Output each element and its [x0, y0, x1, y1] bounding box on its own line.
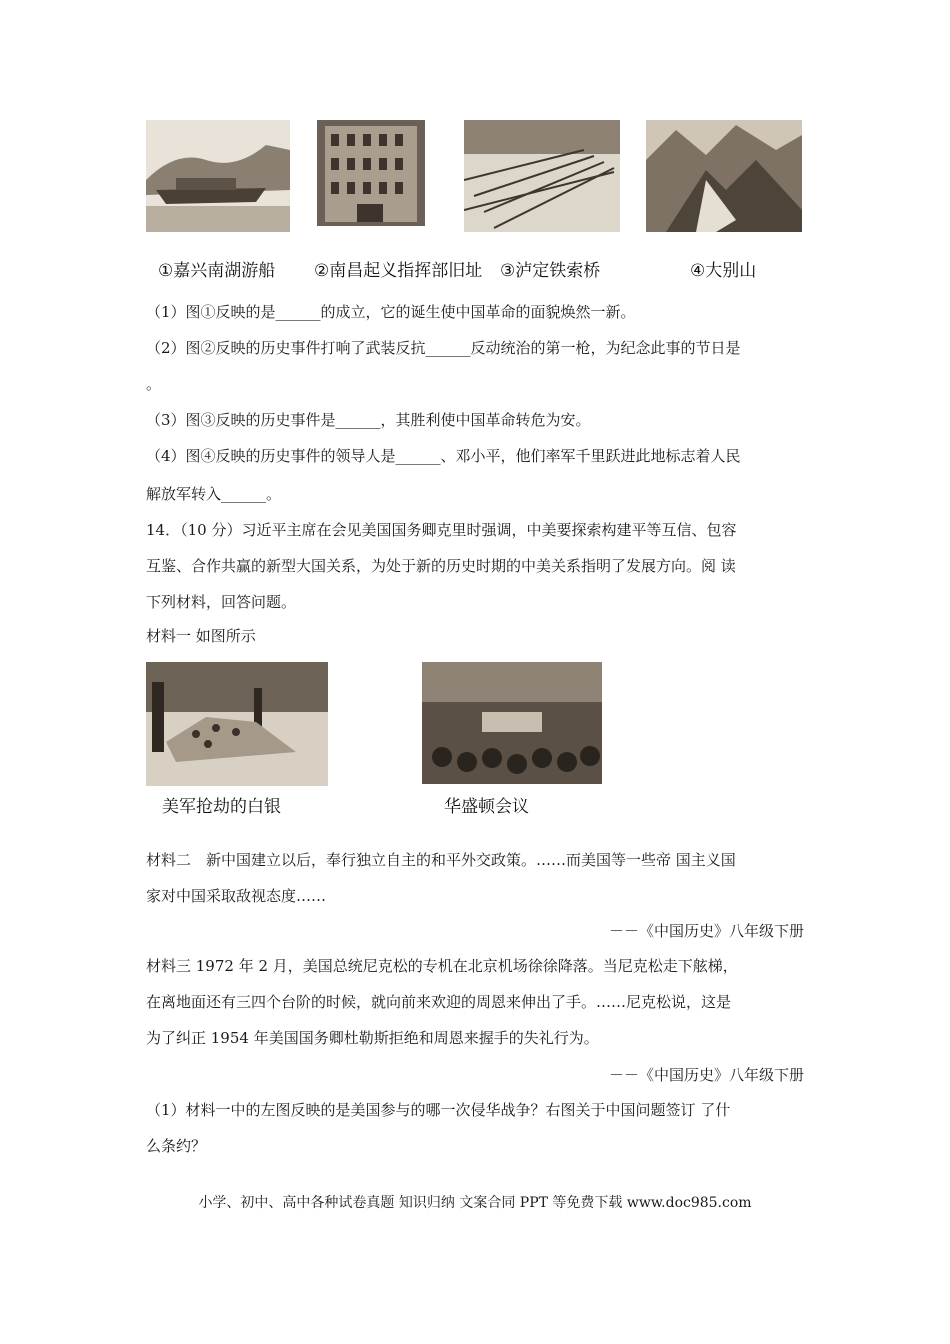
page-footer: 小学、初中、高中各种试卷真题 知识归纳 文案合同 PPT 等免费下载 www.doc985.com — [198, 1195, 752, 1211]
photo-nanchang-hq — [317, 120, 425, 226]
q14-line-3: 下列材料，回答问题。 — [146, 593, 297, 611]
source-1: －－《中国历史》八年级下册 — [608, 922, 804, 940]
caption-nanchang: ②南昌起义指挥部旧址 — [314, 261, 483, 281]
caption-luding: ③泸定铁索桥 — [500, 261, 601, 281]
material-3-line-3: 为了纠正 1954 年美国国务卿杜勒斯拒绝和周恩来握手的失礼行为。 — [146, 1029, 599, 1047]
q13-line-2: （2）图②反映的历史事件打响了武装反抗______反动统治的第一枪，为纪念此事的节日是 — [146, 339, 741, 357]
caption-washington-conference: 华盛顿会议 — [444, 797, 529, 817]
photo-jiaxing-boat — [146, 120, 290, 232]
q13-line-1: （1）图①反映的是______的成立，它的诞生使中国革命的面貌焕然一新。 — [146, 303, 636, 321]
material-1-label: 材料一 如图所示 — [146, 627, 256, 645]
q14-line-2: 互鉴、合作共赢的新型大国关系，为处于新的历史时期的中美关系指明了发展方向。阅 读 — [146, 557, 736, 575]
question-a-line-1: （1）材料一中的左图反映的是美国参与的哪一次侵华战争？右图关于中国问题签订 了什 — [146, 1101, 731, 1119]
photo-us-troops-silver — [146, 662, 328, 786]
material-3-line-1: 材料三 1972 年 2 月，美国总统尼克松的专机在北京机场徐徐降落。当尼克松走下舷梯， — [146, 957, 738, 975]
q13-line-6: 解放军转入______。 — [146, 485, 282, 503]
q14-line-1: 14．（10 分）习近平主席在会见美国国务卿克里时强调，中美要探索构建平等互信、包容 — [146, 521, 737, 539]
photo-dabie-mountain — [646, 120, 802, 232]
question-a-line-2: 么条约？ — [146, 1137, 207, 1155]
photo-luding-bridge — [464, 120, 620, 232]
caption-dabie: ④大别山 — [690, 261, 757, 281]
material-2-line-2: 家对中国采取敌视态度…… — [146, 887, 327, 905]
caption-jiaxing: ①嘉兴南湖游船 — [158, 261, 276, 281]
q13-line-3: 。 — [146, 375, 162, 393]
caption-us-troops-silver: 美军抢劫的白银 — [162, 797, 281, 817]
q13-line-4: （3）图③反映的历史事件是______，其胜利使中国革命转危为安。 — [146, 411, 591, 429]
photo-washington-conference — [422, 662, 602, 784]
q13-line-5: （4）图④反映的历史事件的领导人是______、邓小平，他们率军千里跃进此地标志着人民 — [146, 447, 741, 465]
material-3-line-2: 在离地面还有三四个台阶的时候，就向前来欢迎的周恩来伸出了手。……尼克松说，这是 — [146, 993, 732, 1011]
material-2-line-1: 材料二 新中国建立以后，奉行独立自主的和平外交政策。……而美国等一些帝 国主义国 — [146, 851, 736, 869]
source-2: －－《中国历史》八年级下册 — [608, 1066, 804, 1084]
